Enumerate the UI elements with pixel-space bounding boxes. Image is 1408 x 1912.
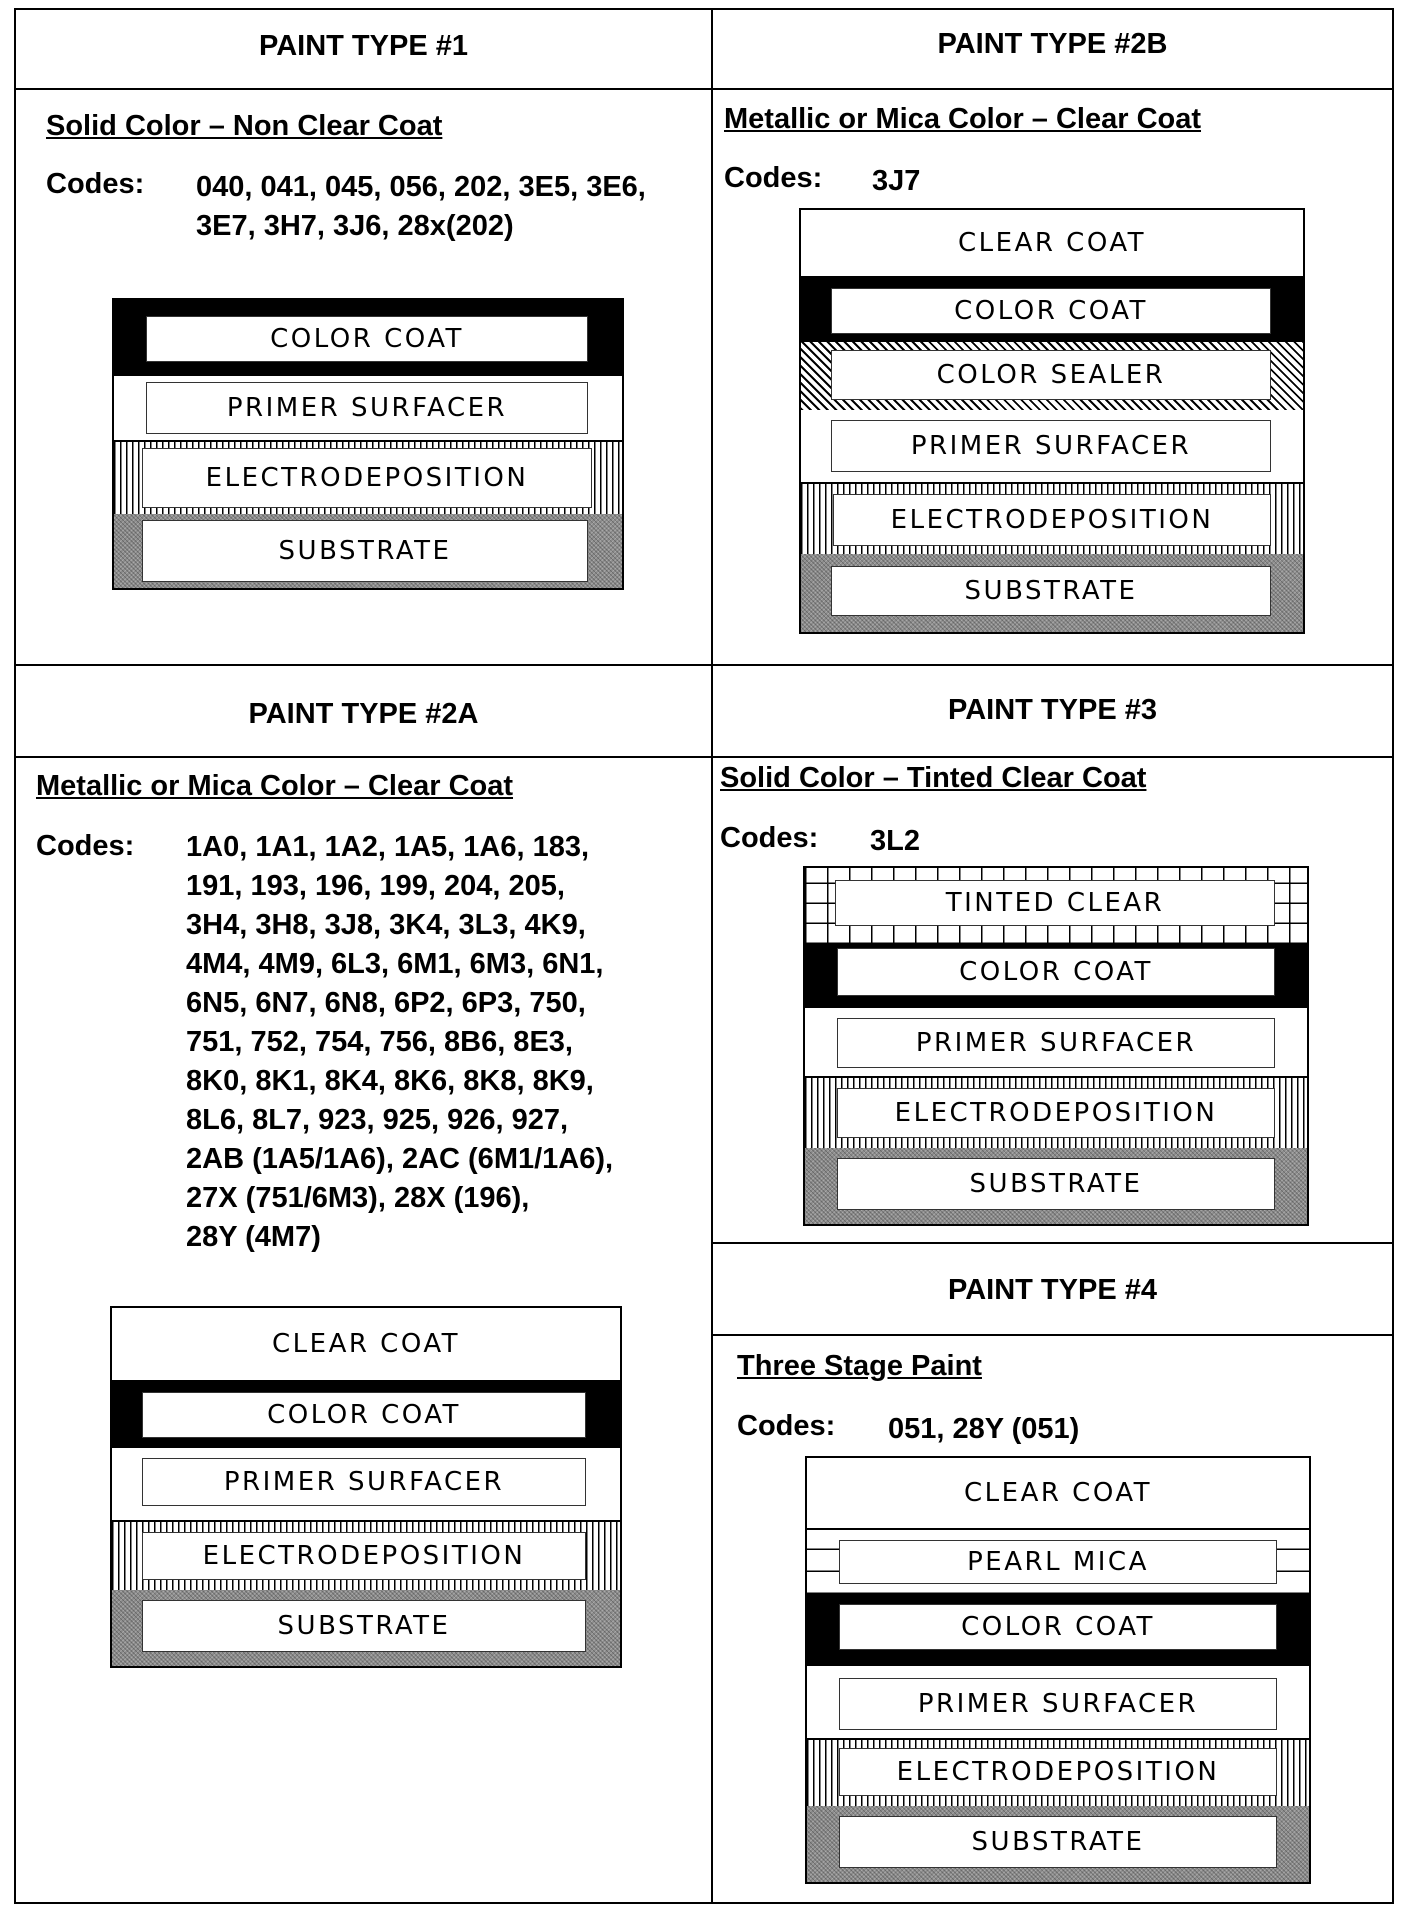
codes-line: 8K0, 8K1, 8K4, 8K6, 8K8, 8K9, <box>186 1065 594 1097</box>
layer-label: SUBSTRATE <box>142 1600 586 1652</box>
codes-line: 4M4, 4M9, 6L3, 6M1, 6M3, 6N1, <box>186 948 604 980</box>
paint-type-1-subtitle: Solid Color – Non Clear Coat <box>46 110 443 142</box>
layer-label: COLOR COAT <box>839 1604 1277 1650</box>
codes-line: 27X (751/6M3), 28X (196), <box>186 1182 530 1214</box>
row-line-type4-top <box>711 1242 1394 1244</box>
paint-type-2a-codes-label: Codes: <box>36 830 135 862</box>
layer-color-sealer <box>801 342 1303 410</box>
layer-primer-surfacer <box>807 1666 1309 1738</box>
paint-type-3-header: PAINT TYPE #3 <box>948 694 1157 726</box>
paint-type-4-codes-label: Codes: <box>737 1410 836 1442</box>
table-border-right <box>1392 8 1394 1904</box>
codes-line: 8L6, 8L7, 923, 925, 926, 927, <box>186 1104 569 1136</box>
paint-type-1-codes-label: Codes: <box>46 168 145 200</box>
paint-type-1-layer-stack <box>112 298 624 590</box>
layer-color-coat <box>807 1594 1309 1666</box>
layer-primer-surfacer <box>805 1008 1307 1076</box>
layer-label: COLOR COAT <box>837 948 1275 996</box>
codes-line: 28Y (4M7) <box>186 1221 321 1253</box>
layer-color-coat <box>805 944 1307 1008</box>
layer-electrodeposition <box>807 1738 1309 1806</box>
codes-line: 2AB (1A5/1A6), 2AC (6M1/1A6), <box>186 1143 614 1175</box>
layer-label: TINTED CLEAR <box>835 880 1275 926</box>
layer-clear-coat <box>807 1458 1309 1528</box>
paint-type-3-subtitle: Solid Color – Tinted Clear Coat <box>720 762 1147 794</box>
paint-type-2a-layer-stack <box>110 1306 622 1668</box>
paint-type-2b-layer-stack <box>799 208 1305 634</box>
layer-primer-surfacer <box>114 376 622 440</box>
layer-primer-surfacer <box>801 410 1303 482</box>
codes-line: 3H4, 3H8, 3J8, 3K4, 3L3, 4K9, <box>186 909 586 941</box>
table-border-left <box>14 8 16 1904</box>
paint-type-2b-subtitle: Metallic or Mica Color – Clear Coat <box>724 103 1202 135</box>
layer-electrodeposition <box>801 482 1303 554</box>
layer-label: PRIMER SURFACER <box>837 1018 1275 1068</box>
layer-substrate <box>805 1148 1307 1224</box>
paint-type-4-codes: 051, 28Y (051) <box>888 1413 1080 1445</box>
paint-type-2b-codes: 3J7 <box>872 165 921 197</box>
layer-label: SUBSTRATE <box>831 566 1271 616</box>
layer-label: SUBSTRATE <box>837 1158 1275 1210</box>
layer-pearl-mica <box>807 1528 1309 1594</box>
paint-type-3-codes: 3L2 <box>870 825 920 857</box>
layer-label: COLOR COAT <box>146 316 588 362</box>
layer-color-coat <box>112 1380 620 1448</box>
layer-substrate <box>807 1806 1309 1882</box>
row-line-type4-header <box>711 1334 1394 1336</box>
paint-type-1-codes: 040, 041, 045, 056, 202, 3E5, 3E6, 3E7, 3H7, 3J6, 28x(202) <box>196 171 646 242</box>
layer-label: ELECTRODEPOSITION <box>833 494 1271 546</box>
layer-substrate <box>112 1590 620 1666</box>
layer-label: COLOR COAT <box>831 288 1271 334</box>
layer-label: PRIMER SURFACER <box>839 1678 1277 1730</box>
layer-tinted-clear <box>805 868 1307 944</box>
layer-label: PRIMER SURFACER <box>142 1458 586 1506</box>
layer-primer-surfacer <box>112 1448 620 1520</box>
table-border-top <box>14 8 1394 10</box>
paint-type-2a-subtitle: Metallic or Mica Color – Clear Coat <box>36 770 514 802</box>
paint-type-2b-codes-label: Codes: <box>724 162 823 194</box>
layer-label: CLEAR COAT <box>823 216 1281 270</box>
layer-label: SUBSTRATE <box>839 1816 1277 1868</box>
layer-color-coat <box>801 276 1303 342</box>
layer-electrodeposition <box>112 1520 620 1590</box>
paint-type-2b-header: PAINT TYPE #2B <box>937 28 1168 60</box>
paint-type-1-header: PAINT TYPE #1 <box>259 30 468 62</box>
paint-type-4-subtitle: Three Stage Paint <box>737 1350 982 1382</box>
layer-label: PEARL MICA <box>839 1540 1277 1584</box>
table-divider-center <box>711 8 713 1904</box>
layer-substrate <box>801 554 1303 632</box>
paint-type-4-layer-stack <box>805 1456 1311 1884</box>
paint-type-3-layer-stack <box>803 866 1309 1226</box>
paint-type-3-codes-label: Codes: <box>720 822 819 854</box>
layer-label: PRIMER SURFACER <box>146 382 588 434</box>
layer-clear-coat <box>801 210 1303 276</box>
layer-label: SUBSTRATE <box>142 520 588 582</box>
layer-electrodeposition <box>805 1076 1307 1148</box>
row-line-middle <box>14 664 1394 666</box>
row-line-type1-header <box>14 88 1394 90</box>
layer-label: CLEAR COAT <box>829 1464 1287 1522</box>
layer-label: ELECTRODEPOSITION <box>837 1088 1275 1138</box>
paint-type-4-header: PAINT TYPE #4 <box>948 1274 1157 1306</box>
layer-substrate <box>114 514 622 588</box>
codes-line: 751, 752, 754, 756, 8B6, 8E3, <box>186 1026 573 1058</box>
layer-label: ELECTRODEPOSITION <box>839 1748 1277 1796</box>
layer-label: CLEAR COAT <box>134 1314 598 1374</box>
layer-label: ELECTRODEPOSITION <box>142 448 592 508</box>
layer-label: COLOR SEALER <box>831 350 1271 400</box>
layer-label: COLOR COAT <box>142 1392 586 1438</box>
layer-clear-coat <box>112 1308 620 1380</box>
codes-line: 6N5, 6N7, 6N8, 6P2, 6P3, 750, <box>186 987 586 1019</box>
layer-electrodeposition <box>114 440 622 514</box>
layer-label: PRIMER SURFACER <box>831 420 1271 472</box>
layer-color-coat <box>114 300 622 376</box>
paint-type-2a-header: PAINT TYPE #2A <box>248 698 479 730</box>
codes-line: 191, 193, 196, 199, 204, 205, <box>186 870 565 902</box>
layer-label: ELECTRODEPOSITION <box>142 1532 586 1580</box>
table-border-bottom <box>14 1902 1394 1904</box>
paint-type-2a-codes <box>186 828 706 1257</box>
row-line-type2a-header <box>14 756 1394 758</box>
codes-line: 1A0, 1A1, 1A2, 1A5, 1A6, 183, <box>186 831 590 863</box>
